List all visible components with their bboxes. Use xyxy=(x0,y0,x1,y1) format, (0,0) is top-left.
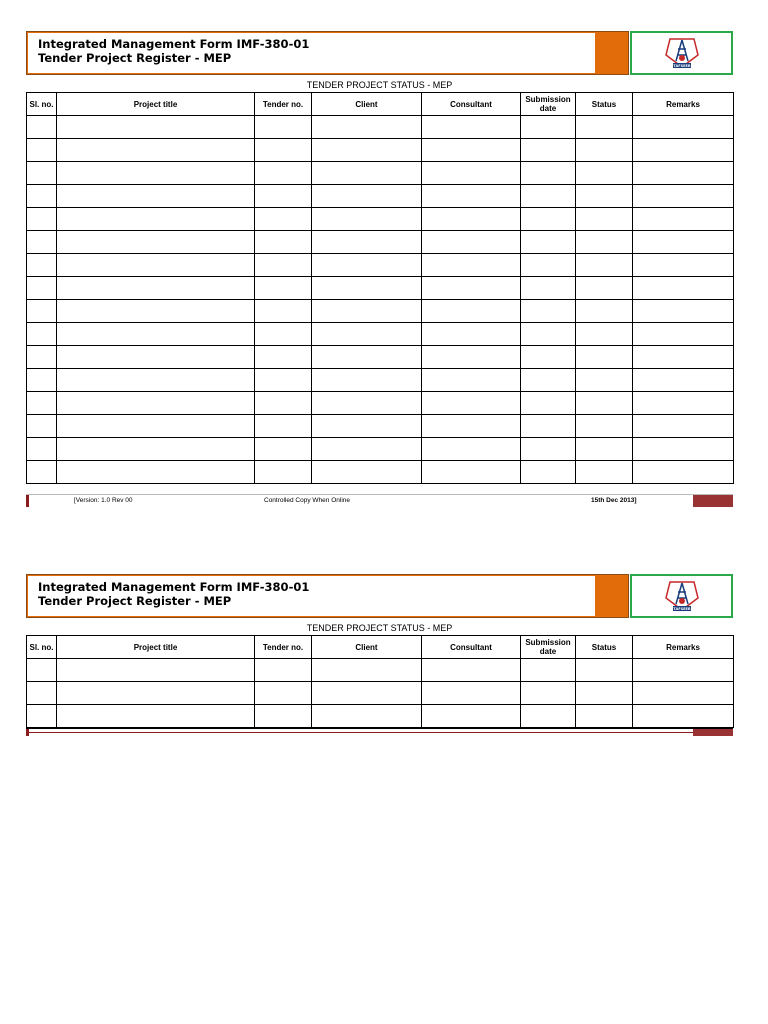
table-cell[interactable] xyxy=(521,208,576,231)
table-cell[interactable] xyxy=(422,116,521,139)
table-row xyxy=(27,185,734,208)
col-remarks: Remarks xyxy=(633,636,734,659)
table-cell[interactable] xyxy=(57,415,255,438)
table-cell[interactable] xyxy=(576,438,633,461)
table-cell[interactable] xyxy=(633,254,734,277)
table-cell[interactable] xyxy=(422,208,521,231)
table-cell[interactable] xyxy=(422,185,521,208)
table-cell[interactable] xyxy=(521,369,576,392)
table-cell[interactable] xyxy=(312,438,422,461)
table-cell[interactable] xyxy=(521,231,576,254)
table-cell[interactable] xyxy=(633,323,734,346)
table-cell[interactable] xyxy=(422,231,521,254)
col-submission-date: Submission date xyxy=(521,93,576,116)
table-row xyxy=(27,705,734,728)
table-cell[interactable] xyxy=(255,139,312,162)
table-cell[interactable] xyxy=(521,323,576,346)
table-cell[interactable] xyxy=(633,438,734,461)
table-cell[interactable] xyxy=(312,277,422,300)
table-cell[interactable] xyxy=(255,162,312,185)
col-sl-no: Sl. no. xyxy=(27,636,57,659)
table-cell[interactable] xyxy=(422,346,521,369)
col-project-title: Project title xyxy=(57,636,255,659)
table-cell[interactable] xyxy=(57,300,255,323)
col-sl-no: Sl. no. xyxy=(27,93,57,116)
table-cell[interactable] xyxy=(27,208,57,231)
table-cell[interactable] xyxy=(576,323,633,346)
table-cell[interactable] xyxy=(27,162,57,185)
table-cell[interactable] xyxy=(312,705,422,728)
table-cell[interactable] xyxy=(255,346,312,369)
table-header-row xyxy=(27,636,734,659)
table-cell[interactable] xyxy=(57,208,255,231)
table-row xyxy=(27,438,734,461)
table-cell[interactable] xyxy=(521,705,576,728)
col-submission-date: Submission date xyxy=(521,636,576,659)
table-cell[interactable] xyxy=(521,346,576,369)
footer-version: [Version: 1.0 Rev 00 xyxy=(74,497,133,504)
table-cell[interactable] xyxy=(576,461,633,484)
table-cell[interactable] xyxy=(422,323,521,346)
table-cell[interactable] xyxy=(633,231,734,254)
table-cell[interactable] xyxy=(27,461,57,484)
table-header-row xyxy=(27,93,734,116)
table-cell[interactable] xyxy=(27,659,57,682)
table-cell[interactable] xyxy=(576,415,633,438)
table-cell[interactable] xyxy=(57,162,255,185)
table-cell[interactable] xyxy=(57,185,255,208)
form-title: Integrated Management Form IMF-380-01 xyxy=(38,37,310,51)
table-cell[interactable] xyxy=(521,415,576,438)
table-cell[interactable] xyxy=(255,300,312,323)
table-cell[interactable] xyxy=(57,231,255,254)
form-header xyxy=(26,574,733,620)
table-cell[interactable] xyxy=(255,185,312,208)
table-cell[interactable] xyxy=(521,461,576,484)
form-title: Integrated Management Form IMF-380-01 xyxy=(38,580,310,594)
logo-text: TAFSEER xyxy=(672,64,691,68)
table-cell[interactable] xyxy=(27,438,57,461)
col-project-title: Project title xyxy=(57,93,255,116)
table-cell[interactable] xyxy=(27,139,57,162)
table-cell[interactable] xyxy=(27,705,57,728)
table-row xyxy=(27,369,734,392)
table-cell[interactable] xyxy=(521,185,576,208)
col-client: Client xyxy=(312,93,422,116)
table-cell[interactable] xyxy=(576,185,633,208)
table-cell[interactable] xyxy=(576,392,633,415)
tower-logo-icon xyxy=(662,35,702,71)
table-row xyxy=(27,139,734,162)
table-cell[interactable] xyxy=(633,461,734,484)
table-cell[interactable] xyxy=(255,323,312,346)
table-cell[interactable] xyxy=(312,659,422,682)
table-row xyxy=(27,162,734,185)
table-row xyxy=(27,277,734,300)
table-row xyxy=(27,300,734,323)
table-cell[interactable] xyxy=(633,116,734,139)
table-cell[interactable] xyxy=(255,392,312,415)
register-table xyxy=(26,92,734,484)
table-row xyxy=(27,231,734,254)
register-table xyxy=(26,635,734,728)
table-cell[interactable] xyxy=(57,659,255,682)
footer-copy-note: Controlled Copy When Online xyxy=(264,497,350,504)
table-cell[interactable] xyxy=(57,392,255,415)
table-cell[interactable] xyxy=(312,231,422,254)
table-cell[interactable] xyxy=(576,162,633,185)
table-cell[interactable] xyxy=(576,254,633,277)
company-logo xyxy=(630,574,733,618)
table-cell[interactable] xyxy=(312,682,422,705)
table-cell[interactable] xyxy=(312,116,422,139)
table-cell[interactable] xyxy=(422,392,521,415)
col-consultant: Consultant xyxy=(422,636,521,659)
table-cell[interactable] xyxy=(521,139,576,162)
table-cell[interactable] xyxy=(312,185,422,208)
table-cell[interactable] xyxy=(422,277,521,300)
table-cell[interactable] xyxy=(521,162,576,185)
table-cell[interactable] xyxy=(633,208,734,231)
table-cell[interactable] xyxy=(576,231,633,254)
table-cell[interactable] xyxy=(576,139,633,162)
table-cell[interactable] xyxy=(312,369,422,392)
table-cell[interactable] xyxy=(57,461,255,484)
table-cell[interactable] xyxy=(312,461,422,484)
col-tender-no: Tender no. xyxy=(255,93,312,116)
table-cell[interactable] xyxy=(57,116,255,139)
table-cell[interactable] xyxy=(312,139,422,162)
table-cell[interactable] xyxy=(57,323,255,346)
table-cell[interactable] xyxy=(422,369,521,392)
col-tender-no: Tender no. xyxy=(255,636,312,659)
table-cell[interactable] xyxy=(521,682,576,705)
form-footer xyxy=(26,494,733,507)
table-cell[interactable] xyxy=(521,254,576,277)
table-cell[interactable] xyxy=(633,185,734,208)
table-cell[interactable] xyxy=(27,300,57,323)
table-row xyxy=(27,415,734,438)
table-cell[interactable] xyxy=(422,461,521,484)
table-cell[interactable] xyxy=(633,162,734,185)
table-cell[interactable] xyxy=(27,116,57,139)
col-status: Status xyxy=(576,93,633,116)
table-row xyxy=(27,323,734,346)
table-cell[interactable] xyxy=(312,300,422,323)
table-cell[interactable] xyxy=(312,254,422,277)
form-subtitle: Tender Project Register - MEP xyxy=(38,51,232,65)
table-cell[interactable] xyxy=(57,682,255,705)
table-cell[interactable] xyxy=(255,659,312,682)
form-header xyxy=(26,31,733,77)
table-cell[interactable] xyxy=(576,705,633,728)
table-cell[interactable] xyxy=(27,392,57,415)
table-row xyxy=(27,116,734,139)
table-cell[interactable] xyxy=(521,300,576,323)
table-cell[interactable] xyxy=(633,139,734,162)
table-cell[interactable] xyxy=(255,369,312,392)
table-cell[interactable] xyxy=(576,300,633,323)
table-cell[interactable] xyxy=(27,323,57,346)
table-cell[interactable] xyxy=(255,438,312,461)
footer-date: 15th Dec 2013] xyxy=(591,497,637,504)
table-row xyxy=(27,659,734,682)
table-cell[interactable] xyxy=(255,415,312,438)
table-cell[interactable] xyxy=(57,705,255,728)
form-page-1 xyxy=(26,31,733,507)
table-cell[interactable] xyxy=(312,162,422,185)
table-cell[interactable] xyxy=(422,300,521,323)
table-cell[interactable] xyxy=(27,415,57,438)
table-cell[interactable] xyxy=(27,185,57,208)
table-cell[interactable] xyxy=(57,346,255,369)
table-cell[interactable] xyxy=(255,254,312,277)
table-cell[interactable] xyxy=(57,254,255,277)
col-remarks: Remarks xyxy=(633,93,734,116)
col-status: Status xyxy=(576,636,633,659)
table-cell[interactable] xyxy=(255,116,312,139)
table-cell[interactable] xyxy=(57,438,255,461)
table-row xyxy=(27,208,734,231)
table-cell[interactable] xyxy=(312,392,422,415)
table-cell[interactable] xyxy=(422,139,521,162)
table-cell[interactable] xyxy=(576,208,633,231)
table-row xyxy=(27,346,734,369)
table-cell[interactable] xyxy=(521,438,576,461)
table-cell[interactable] xyxy=(633,277,734,300)
table-cell[interactable] xyxy=(255,231,312,254)
table-cell[interactable] xyxy=(312,415,422,438)
table-row xyxy=(27,461,734,484)
title-box xyxy=(26,574,629,618)
table-cell[interactable] xyxy=(633,346,734,369)
table-cell[interactable] xyxy=(422,705,521,728)
table-cell[interactable] xyxy=(521,659,576,682)
col-consultant: Consultant xyxy=(422,93,521,116)
col-client: Client xyxy=(312,636,422,659)
table-cell[interactable] xyxy=(312,323,422,346)
table-cell[interactable] xyxy=(27,254,57,277)
table-cell[interactable] xyxy=(422,415,521,438)
table-body xyxy=(27,659,734,728)
table-caption: TENDER PROJECT STATUS - MEP xyxy=(306,623,453,633)
table-cell[interactable] xyxy=(633,415,734,438)
table-cell[interactable] xyxy=(27,682,57,705)
form-subtitle: Tender Project Register - MEP xyxy=(38,594,232,608)
tower-logo-icon xyxy=(662,578,702,614)
table-cell[interactable] xyxy=(255,461,312,484)
table-cell[interactable] xyxy=(422,659,521,682)
table-cell[interactable] xyxy=(27,346,57,369)
table-row xyxy=(27,254,734,277)
table-body xyxy=(27,116,734,484)
table-cell[interactable] xyxy=(255,277,312,300)
table-cell[interactable] xyxy=(633,300,734,323)
table-cell[interactable] xyxy=(422,254,521,277)
table-caption: TENDER PROJECT STATUS - MEP xyxy=(306,80,453,90)
table-cell[interactable] xyxy=(576,369,633,392)
table-cell[interactable] xyxy=(255,705,312,728)
table-cell[interactable] xyxy=(255,208,312,231)
table-cell[interactable] xyxy=(422,438,521,461)
table-cell[interactable] xyxy=(576,659,633,682)
table-cell[interactable] xyxy=(255,682,312,705)
table-cell[interactable] xyxy=(633,682,734,705)
table-cell[interactable] xyxy=(576,346,633,369)
table-cell[interactable] xyxy=(57,139,255,162)
form-page-2 xyxy=(26,574,733,737)
table-cell[interactable] xyxy=(312,208,422,231)
table-cell[interactable] xyxy=(576,682,633,705)
table-cell[interactable] xyxy=(633,392,734,415)
table-cell[interactable] xyxy=(422,162,521,185)
table-cell[interactable] xyxy=(576,277,633,300)
title-box xyxy=(26,31,629,75)
table-cell[interactable] xyxy=(57,277,255,300)
table-cell[interactable] xyxy=(633,369,734,392)
table-cell[interactable] xyxy=(633,705,734,728)
company-logo xyxy=(630,31,733,75)
table-cell[interactable] xyxy=(576,116,633,139)
table-cell[interactable] xyxy=(27,369,57,392)
table-row xyxy=(27,682,734,705)
table-cell[interactable] xyxy=(633,659,734,682)
table-row xyxy=(27,392,734,415)
table-cell[interactable] xyxy=(422,682,521,705)
table-cell[interactable] xyxy=(521,277,576,300)
table-cell[interactable] xyxy=(521,392,576,415)
table-cell[interactable] xyxy=(27,277,57,300)
page-cut-footer xyxy=(26,728,733,737)
table-cell[interactable] xyxy=(57,369,255,392)
logo-text: TAFSEER xyxy=(672,607,691,611)
table-cell[interactable] xyxy=(27,231,57,254)
table-cell[interactable] xyxy=(521,116,576,139)
table-cell[interactable] xyxy=(312,346,422,369)
